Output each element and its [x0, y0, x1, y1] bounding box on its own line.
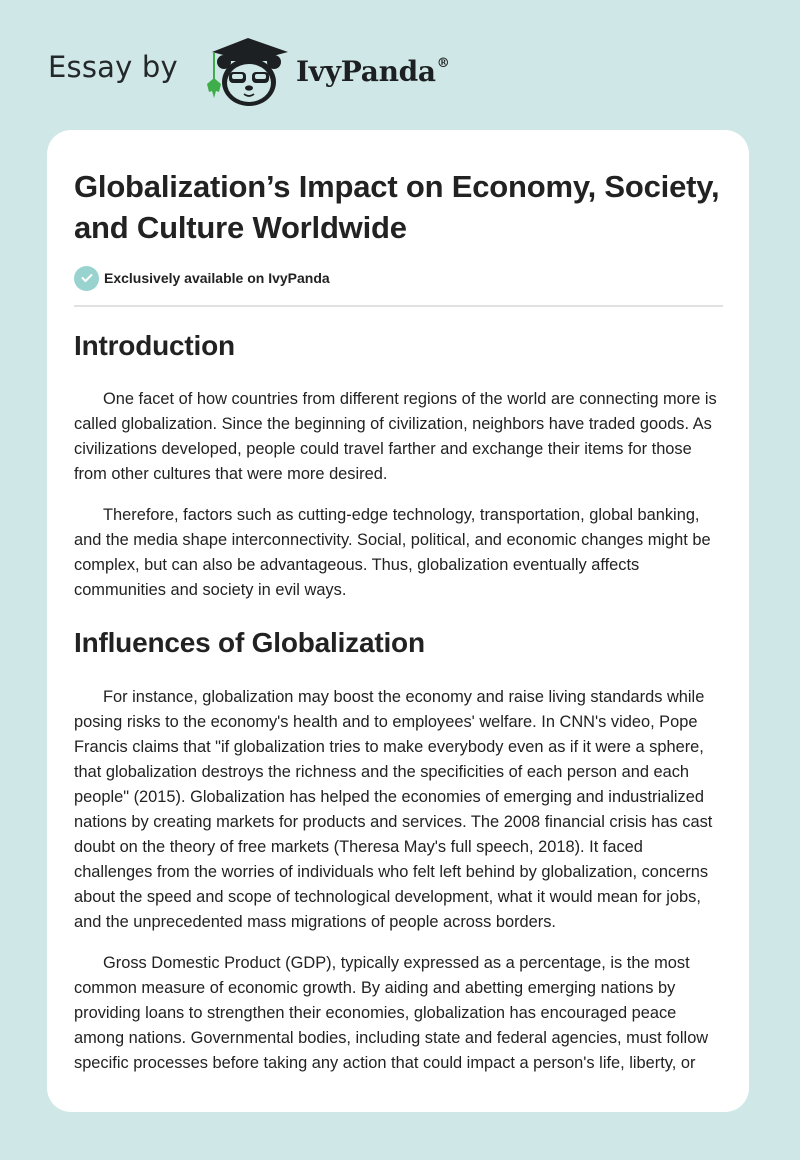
section-heading: Influences of Globalization — [74, 627, 425, 658]
exclusive-badge — [74, 264, 724, 292]
check-circle-icon — [74, 266, 99, 291]
site-header — [0, 0, 800, 130]
essay-title: Globalization’s Impact on Economy, Society, and Culture Worldwide — [74, 169, 720, 245]
section-introduction — [74, 329, 724, 603]
paragraph: For instance, globalization may boost the economy and raise living standards while posing risks to the economy's health and to employees' welfare. In CNN's video, Pope Francis claims that "if globalization tries to make everybody even as if it were a sphere, that globalization destroys the richness and the specificities of each person and each people" (2015). Globalization has helped the economies of emerging and industrialized nations by creating markets for products and services. The 2008 financial crisis has cast doubt on the theory of free markets (Theresa May's full speech, 2018). It faced challenges from the worries of individuals who felt left behind by globalization, concerns about the speed and scope of technological development, what it would mean for jobs, and the unprecedented mass migrations of people across borders. — [74, 688, 713, 931]
essay-content — [74, 130, 724, 1076]
brand-name-text: IvyPanda — [296, 55, 436, 88]
badge-text: Exclusively available on IvyPanda — [104, 270, 330, 286]
panda-graduate-icon[interactable] — [202, 34, 294, 110]
title-divider — [74, 305, 723, 307]
paragraph: Gross Domestic Product (GDP), typically expressed as a percentage, is the most common measure of economic growth. By aiding and abetting emerging nations by providing loans to strengthen their economies, globalization has encouraged peace among nations. Governmental bodies, including state and federal agencies, must follow specific processes before taking any action that could impact a person's life, liberty, or — [74, 954, 709, 1072]
section-influences — [74, 626, 724, 1076]
essay-card — [47, 130, 749, 1112]
paragraph: One facet of how countries from different regions of the world are connecting more is called globalization. Since the beginning of civilization, neighbors have traded goods. As civilizations developed, people could travel farther and exchange their items for those from other cultures that were more desired. — [74, 390, 717, 483]
paragraph: Therefore, factors such as cutting-edge technology, transportation, global banking, and the media shape interconnectivity. Social, political, and economic changes might be complex, but can also be advantageous. Thus, globalization eventually affects communities and society in evil ways. — [74, 506, 711, 599]
brand-name[interactable] — [296, 55, 449, 88]
section-heading: Introduction — [74, 330, 235, 361]
registered-mark: ® — [436, 56, 450, 71]
brand-prefix: Essay by — [48, 50, 178, 84]
